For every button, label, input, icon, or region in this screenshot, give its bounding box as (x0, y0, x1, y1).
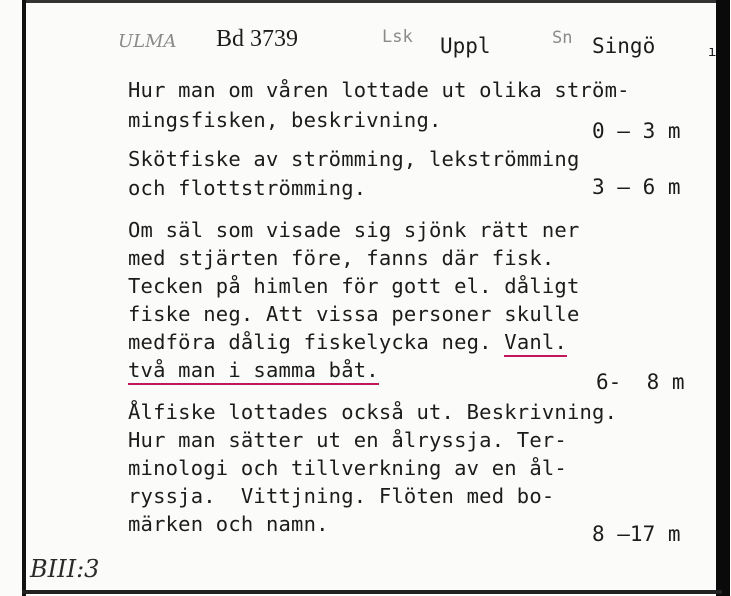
card-bottom-edge (22, 590, 722, 594)
entry-4-line-5: märken och namn. (128, 512, 329, 536)
underlined-text: två man i samma båt. (128, 358, 379, 385)
entry-3-range: 6- 8 m (596, 370, 685, 394)
entry-3-line-5-text: medföra dålig fiskelycka neg. (128, 330, 492, 354)
entry-2-line-1: Skötfiske av strömming, lekströmming (128, 147, 580, 171)
entry-4-range: 8 –17 m (592, 522, 681, 546)
parish-abbr: Sn (552, 28, 573, 48)
entry-4-line-4: ryssja. Vittjning. Flöten med bo- (128, 484, 555, 508)
entry-4-line-1: Ålfiske lottades också ut. Beskrivning. (128, 400, 618, 424)
card-right-edge (716, 0, 730, 596)
card-left-edge (22, 0, 26, 596)
underlined-text: Vanl. (504, 330, 567, 357)
entry-1-line-1: Hur man om våren lottade ut olika ström- (128, 78, 630, 102)
volume-label: Bd 3739 (216, 26, 299, 52)
entry-3-line-6 (128, 358, 379, 382)
corner-mark: ı (708, 44, 717, 60)
entry-2-range: 3 – 6 m (592, 175, 681, 199)
entry-1-range: 0 – 3 m (592, 119, 681, 143)
card-top-edge (22, 0, 722, 3)
entry-3-line-3: Tecken på himlen för gott el. dåligt (128, 274, 580, 298)
entry-3-line-1: Om säl som visade sig sjönk rätt ner (128, 218, 580, 242)
entry-2-line-2: och flottströmming. (128, 176, 367, 200)
entry-3-line-4: fiske neg. Att vissa personer skulle (128, 302, 580, 326)
shelf-signature: BIII:3 (30, 555, 100, 583)
archive-label: ULMA (118, 31, 177, 52)
entry-3-line-2: med stjärten före, fanns där fisk. (128, 246, 555, 270)
region-label: Uppl (440, 34, 491, 58)
entry-1-line-2: mingsfisken, beskrivning. (128, 108, 442, 132)
region-abbr: Lsk (382, 27, 413, 47)
parish-label: Singö (592, 34, 656, 58)
entry-4-line-3: minologi och tillverkning av en ål- (128, 456, 567, 480)
entry-3-line-5 (128, 330, 567, 354)
entry-4-line-2: Hur man sätter ut en ålryssja. Ter- (128, 428, 567, 452)
